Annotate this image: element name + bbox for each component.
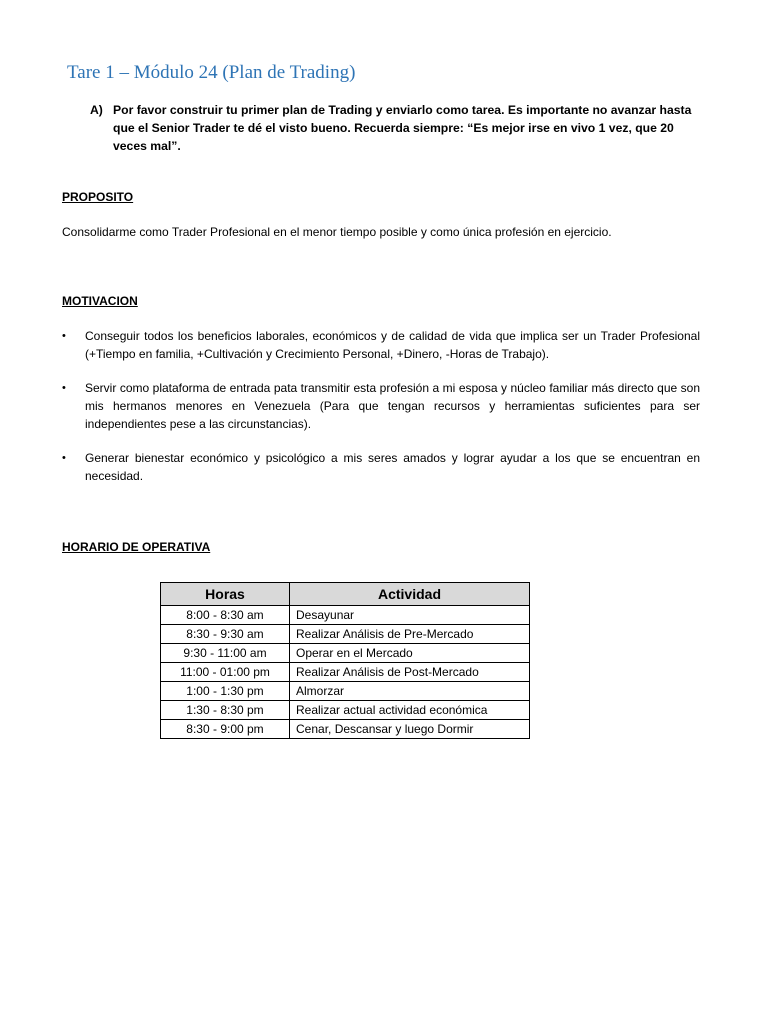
cell-actividad: Realizar Análisis de Pre-Mercado	[290, 625, 530, 644]
list-item-text: Servir como plataforma de entrada pata transmitir esta profesión a mi esposa y núcleo familiar más directo que son mis hermanos menores en Venezuela (Para que tengan recursos y herramientas suficientes para ser independientes pese a las circunstancias).	[85, 381, 700, 431]
table-row	[161, 606, 530, 625]
cell-actividad: Realizar actual actividad económica	[290, 701, 530, 720]
proposito-text: Consolidarme como Trader Profesional en el menor tiempo posible y como única profesión en ejercicio.	[62, 225, 612, 239]
cell-horas: 9:30 - 11:00 am	[161, 644, 290, 663]
cell-actividad: Cenar, Descansar y luego Dormir	[290, 720, 530, 739]
cell-horas: 11:00 - 01:00 pm	[161, 663, 290, 682]
task-instruction	[90, 101, 700, 155]
table-row	[161, 625, 530, 644]
column-header-horas: Horas	[161, 583, 290, 606]
column-header-actividad: Actividad	[290, 583, 530, 606]
cell-horas: 8:30 - 9:30 am	[161, 625, 290, 644]
list-item	[62, 449, 700, 485]
cell-horas: 8:00 - 8:30 am	[161, 606, 290, 625]
table-row	[161, 720, 530, 739]
horario-table	[160, 582, 530, 739]
bullet-glyph: •	[62, 382, 66, 394]
table-row	[161, 644, 530, 663]
task-text: Por favor construir tu primer plan de Trading y enviarlo como tarea. Es importante no avanzar hasta que el Senior Trader te dé el visto bueno. Recuerda siempre: “Es mejor irse en vivo 1 vez, que 20 veces mal”.	[113, 103, 692, 153]
horario-heading: HORARIO DE OPERATIVA	[62, 540, 211, 554]
cell-actividad: Almorzar	[290, 682, 530, 701]
cell-actividad: Operar en el Mercado	[290, 644, 530, 663]
bullet-glyph: •	[62, 452, 66, 464]
motivacion-heading: MOTIVACION	[62, 294, 138, 308]
proposito-heading: PROPOSITO	[62, 190, 134, 204]
bullet-glyph: •	[62, 330, 66, 342]
table-header-row	[161, 583, 530, 606]
document-title: Tare 1 – Módulo 24 (Plan de Trading)	[67, 62, 356, 83]
list-item	[62, 379, 700, 433]
table-row	[161, 663, 530, 682]
table-row	[161, 682, 530, 701]
motivacion-list	[62, 327, 700, 501]
list-item	[62, 327, 700, 363]
task-marker: A)	[90, 103, 103, 117]
cell-horas: 1:00 - 1:30 pm	[161, 682, 290, 701]
table-row	[161, 701, 530, 720]
cell-horas: 1:30 - 8:30 pm	[161, 701, 290, 720]
cell-actividad: Desayunar	[290, 606, 530, 625]
cell-horas: 8:30 - 9:00 pm	[161, 720, 290, 739]
cell-actividad: Realizar Análisis de Post-Mercado	[290, 663, 530, 682]
list-item-text: Conseguir todos los beneficios laborales, económicos y de calidad de vida que implica ser un Trader Profesional (+Tiempo en familia, +Cultivación y Crecimiento Personal, +Dinero, -Horas de Trabajo).	[85, 329, 700, 361]
list-item-text: Generar bienestar económico y psicológico a mis seres amados y lograr ayudar a los que se encuentran en necesidad.	[85, 451, 700, 483]
